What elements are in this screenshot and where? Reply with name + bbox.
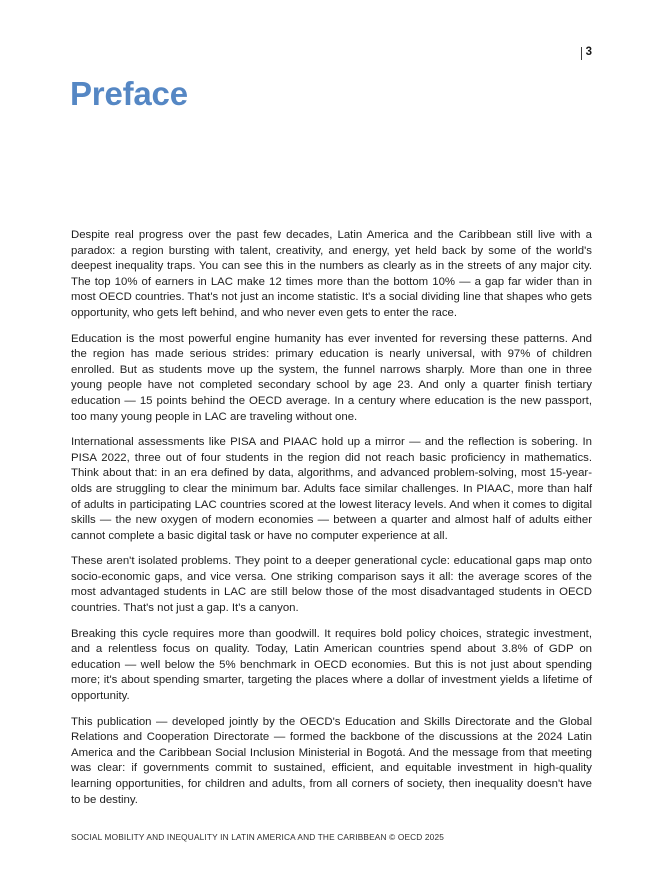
body-paragraph: Despite real progress over the past few decades, Latin America and the Caribbean still live with a paradox: a region bursting with talent, creativity, and energy, yet held back by some of the world's deepest inequality traps. You can see this in the numbers as clearly as in the streets of any major city. The top 10% of earners in LAC make 12 times more than the bottom 10% — a gap far wider than in most OECD countries. That's not just an income statistic. It's a social dividing line that shapes who gets opportunity, who gets left behind, and who never even gets to enter the race. bbox=[71, 229, 592, 319]
page-folio bbox=[581, 47, 592, 60]
body-paragraph: This publication — developed jointly by the OECD's Education and Skills Directorate and the Global Relations and Cooperation Directorate — formed the backbone of the discussions at the 2024 Latin America and the Caribbean Social Inclusion Ministerial in Bogotá. And the message from that meeting was clear: if governments commit to sustained, efficient, and equitable investment in high-quality learning opportunities, for children and adults, from all corners of society, then inequality doesn't have to be destiny. bbox=[71, 715, 592, 806]
body-text-column bbox=[71, 228, 592, 808]
body-paragraph: Breaking this cycle requires more than goodwill. It requires bold policy choices, strategic investment, and a relentless focus on quality. Today, Latin American countries spend about 3.8% of GDP on education — well below the 5% benchmark in OECD economies. But this is not just about spending more; it's about spending smarter, targeting the places where a dollar of investment yields a lifetime of opportunity. bbox=[71, 627, 592, 703]
body-paragraph: Education is the most powerful engine humanity has ever invented for reversing these patterns. And the region has made serious strides: primary education is nearly universal, with 97% of children enrolled. But as students move up the system, the funnel narrows sharply. More than one in three young people have not completed secondary school by age 23. And only a quarter finish tertiary education — 15 points behind the OECD average. In a century where education is the new passport, too many young people in LAC are traveling without one. bbox=[71, 332, 592, 423]
page-number: 3 bbox=[585, 46, 592, 59]
body-paragraph: International assessments like PISA and PIAAC hold up a mirror — and the reflection is sobering. In PISA 2022, three out of four students in the region did not reach basic proficiency in mathematics. Think about that: in an era defined by data, algorithms, and advanced problem-solving, most 15-year-olds are struggling to clear the minimum bar. Adults face similar challenges. In PIAAC, more than half of adults in participating LAC countries scored at the lowest literacy levels. And when it comes to digital skills — the new oxygen of modern economies — between a quarter and almost half of adults either cannot complete a basic digital task or have no computer experience at all. bbox=[71, 436, 592, 542]
page-header bbox=[71, 44, 592, 62]
folio-divider-icon bbox=[581, 47, 582, 60]
page-footer bbox=[71, 830, 592, 844]
body-paragraph: These aren't isolated problems. They point to a deeper generational cycle: educational gaps map onto socio-economic gaps, and vice versa. One striking comparison says it all: the average scores of the most advantaged students in LAC are still below those of the most disadvantaged students in OECD countries. That's not just a gap. It's a canyon. bbox=[71, 555, 592, 615]
page-title: Preface bbox=[70, 75, 188, 112]
footer-publication-title: SOCIAL MOBILITY AND INEQUALITY IN LATIN AMERICA AND THE CARIBBEAN © OECD 2025 bbox=[71, 831, 444, 842]
